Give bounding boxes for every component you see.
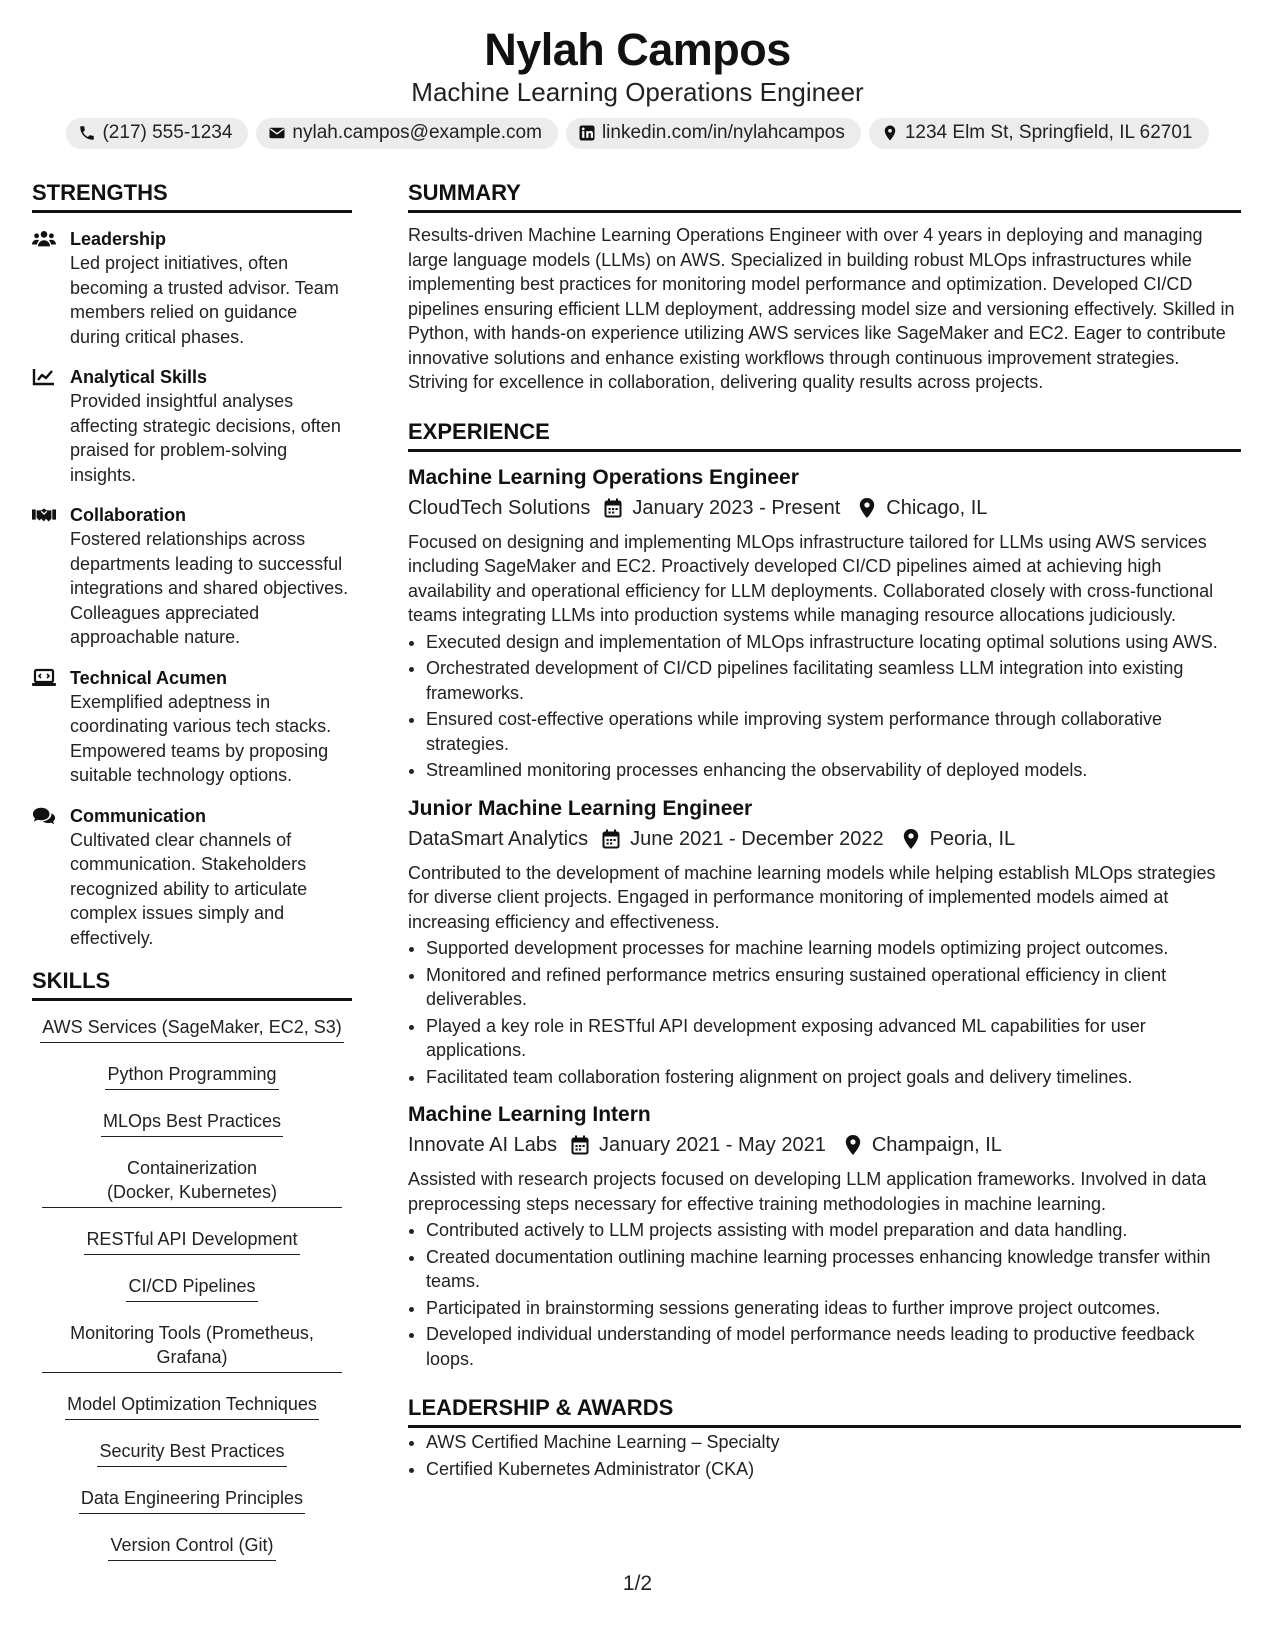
resume-header	[0, 0, 1275, 149]
job-meta	[408, 825, 1241, 853]
strength-item	[32, 365, 352, 487]
phone-icon	[78, 124, 96, 142]
strength-desc: Fostered relationships across departments leading to successful integrations and shared objectives. Colleagues appreciated approachable nature.	[70, 529, 349, 647]
awards-list	[408, 1430, 1241, 1481]
calendar-icon	[590, 498, 632, 518]
strength-desc: Cultivated clear channels of communication. Stakeholders recognized ability to articulate complex issues simply and effectively.	[70, 829, 308, 948]
job-bullets	[408, 1218, 1241, 1371]
candidate-name: Nylah Campos	[484, 24, 791, 75]
company-name: DataSmart Analytics	[408, 827, 589, 850]
skill-item: Containerization (Docker, Kubernetes)	[42, 1156, 342, 1208]
contact-email[interactable]	[256, 118, 558, 149]
chart-line-icon	[32, 365, 70, 487]
job-bullet: • Monitored and refined performance metrics ensuring sustained operational efficiency in client deliverables.	[426, 963, 1241, 1012]
job-bullet: • Developed individual understanding of model performance needs leading to productive feedback loops.	[426, 1322, 1241, 1371]
job-title: Junior Machine Learning Engineer	[408, 796, 753, 820]
skill-item: Security Best Practices	[97, 1439, 286, 1467]
job-bullet: • Contributed actively to LLM projects assisting with model preparation and data handling.	[426, 1218, 1241, 1243]
job-meta	[408, 1131, 1241, 1159]
award-item: • AWS Certified Machine Learning – Specialty	[426, 1430, 1241, 1455]
strength-title: Analytical Skills	[70, 367, 208, 387]
summary-heading: SUMMARY	[408, 178, 1241, 213]
map-pin-icon	[840, 498, 886, 518]
job-location: Chicago, IL	[886, 496, 988, 519]
strength-title: Leadership	[70, 229, 167, 249]
map-pin-icon	[881, 124, 899, 142]
skill-item: Version Control (Git)	[108, 1533, 275, 1561]
job-bullet: • Executed design and implementation of MLOps infrastructure locating optimal solutions using AWS.	[426, 630, 1241, 655]
job-entry	[408, 464, 1241, 783]
contact-phone-text: (217) 555-1234	[102, 122, 233, 143]
skill-item: Data Engineering Principles	[79, 1486, 305, 1514]
contact-address-text: 1234 Elm St, Springfield, IL 62701	[904, 122, 1193, 143]
awards-heading: LEADERSHIP & AWARDS	[408, 1393, 1241, 1428]
job-title-heading: Machine Learning Operations Engineer	[411, 77, 864, 107]
map-pin-icon	[884, 829, 930, 849]
calendar-icon	[588, 829, 630, 849]
skills-heading: SKILLS	[32, 966, 352, 1001]
skill-item: Python Programming	[105, 1062, 278, 1090]
contact-bar	[0, 118, 1275, 149]
job-title: Machine Learning Intern	[408, 1103, 651, 1126]
calendar-icon	[557, 1135, 599, 1155]
strengths-list	[32, 227, 352, 950]
skill-item: Monitoring Tools (Prometheus, Grafana)	[42, 1321, 342, 1373]
job-description: Focused on designing and implementing MLOps infrastructure tailored for LLMs using AWS services including SageMaker and EC2. Proactively developed CI/CD pipelines aimed at achieving high availability and operational efficiency for LLM deployments. Collaborated closely with cross-functional teams integrating LLMs into production systems while managing resource allocations judiciously.	[408, 531, 1214, 625]
strength-item	[32, 227, 352, 349]
contact-linkedin[interactable]	[566, 118, 861, 149]
summary-text: Results-driven Machine Learning Operations Engineer with over 4 years in deploying and managing large language models (LLMs) on AWS. Specialized in building robust MLOps infrastructures while implementing best practices for monitoring model performance and optimization. Developed CI/CD pipelines ensuring efficient LLM deployment, addressing model size and versioning effectively. Skilled in Python, with hands-on experience utilizing AWS services like SageMaker and EC2. Eager to contribute innovative solutions and enhance existing workflows through continuous improvement strategies. Striving for excellence in collaboration, delivering quality results across projects.	[408, 225, 1235, 392]
users-icon	[32, 227, 70, 349]
job-entry	[408, 1101, 1241, 1371]
strength-title: Collaboration	[70, 505, 186, 525]
left-column	[32, 178, 352, 1580]
job-location: Champaign, IL	[871, 1134, 1002, 1156]
job-bullet: • Streamlined monitoring processes enhancing the observability of deployed models.	[426, 758, 1241, 783]
company-name: Innovate AI Labs	[408, 1134, 558, 1156]
contact-linkedin-text: linkedin.com/in/nylahcampos	[601, 122, 845, 143]
job-dates: June 2021 - December 2022	[630, 827, 884, 850]
job-bullets	[408, 936, 1241, 1089]
envelope-icon	[268, 124, 286, 142]
strength-item	[32, 503, 352, 650]
linkedin-icon	[578, 124, 596, 142]
job-bullet: • Created documentation outlining machine learning processes enhancing knowledge transfer within teams.	[426, 1245, 1241, 1294]
skill-item: MLOps Best Practices	[101, 1109, 283, 1137]
strength-item	[32, 666, 352, 788]
contact-address	[869, 118, 1209, 149]
job-dates: January 2021 - May 2021	[599, 1134, 826, 1156]
experience-heading: EXPERIENCE	[408, 417, 1241, 452]
skill-item: CI/CD Pipelines	[126, 1274, 257, 1302]
laptop-code-icon	[32, 666, 70, 788]
right-column	[408, 178, 1241, 1483]
strength-title: Technical Acumen	[70, 667, 228, 688]
page-number: 1/2	[622, 1572, 653, 1595]
handshake-icon	[32, 503, 70, 650]
job-meta	[408, 494, 1241, 522]
job-bullet: • Facilitated team collaboration fostering alignment on project goals and delivery timelines.	[426, 1065, 1241, 1090]
job-bullet: • Played a key role in RESTful API development exposing advanced ML capabilities for user applications.	[426, 1014, 1241, 1063]
comments-icon	[32, 804, 70, 951]
job-bullet: • Ensured cost-effective operations while improving system performance through collaborative strategies.	[426, 707, 1241, 756]
strength-desc: Exemplified adeptness in coordinating various tech stacks. Empowered teams by proposing suitable technology options.	[70, 691, 332, 785]
strength-desc: Provided insightful analyses affecting strategic decisions, often praised for problem-solving insights.	[70, 391, 341, 485]
skill-item: AWS Services (SageMaker, EC2, S3)	[40, 1015, 343, 1043]
contact-phone[interactable]	[66, 118, 248, 149]
award-item: • Certified Kubernetes Administrator (CKA)	[426, 1457, 1241, 1482]
job-dates: January 2023 - Present	[632, 496, 841, 519]
map-pin-icon	[826, 1135, 872, 1155]
contact-email-text: nylah.campos@example.com	[292, 122, 542, 143]
job-bullet: • Orchestrated development of CI/CD pipelines facilitating seamless LLM integration into existing frameworks.	[426, 656, 1241, 705]
strength-desc: Led project initiatives, often becoming a trusted advisor. Team members relied on guidance during critical phases.	[70, 253, 339, 347]
job-entry	[408, 795, 1241, 1090]
company-name: CloudTech Solutions	[408, 496, 591, 519]
job-bullet: • Supported development processes for machine learning models optimizing project outcomes.	[426, 936, 1241, 961]
job-bullet: • Participated in brainstorming sessions generating ideas to further improve project outcomes.	[426, 1296, 1241, 1321]
job-description: Contributed to the development of machine learning models while helping establish MLOps strategies for diverse client projects. Engaged in performance monitoring of implemented models aimed at increasing efficiency and effectiveness.	[408, 862, 1216, 932]
job-title: Machine Learning Operations Engineer	[408, 465, 799, 489]
job-location: Peoria, IL	[929, 827, 1016, 850]
skill-item: Model Optimization Techniques	[65, 1392, 319, 1420]
strength-item	[32, 804, 352, 951]
job-bullets	[408, 630, 1241, 783]
strengths-heading: STRENGTHS	[32, 178, 352, 213]
skills-list	[32, 1015, 352, 1580]
strength-title: Communication	[70, 805, 207, 826]
skill-item: RESTful API Development	[84, 1227, 299, 1255]
job-description: Assisted with research projects focused on developing LLM application frameworks. Involved in data preprocessing steps necessary for effective training methodologies in machine learning.	[408, 1169, 1207, 1214]
